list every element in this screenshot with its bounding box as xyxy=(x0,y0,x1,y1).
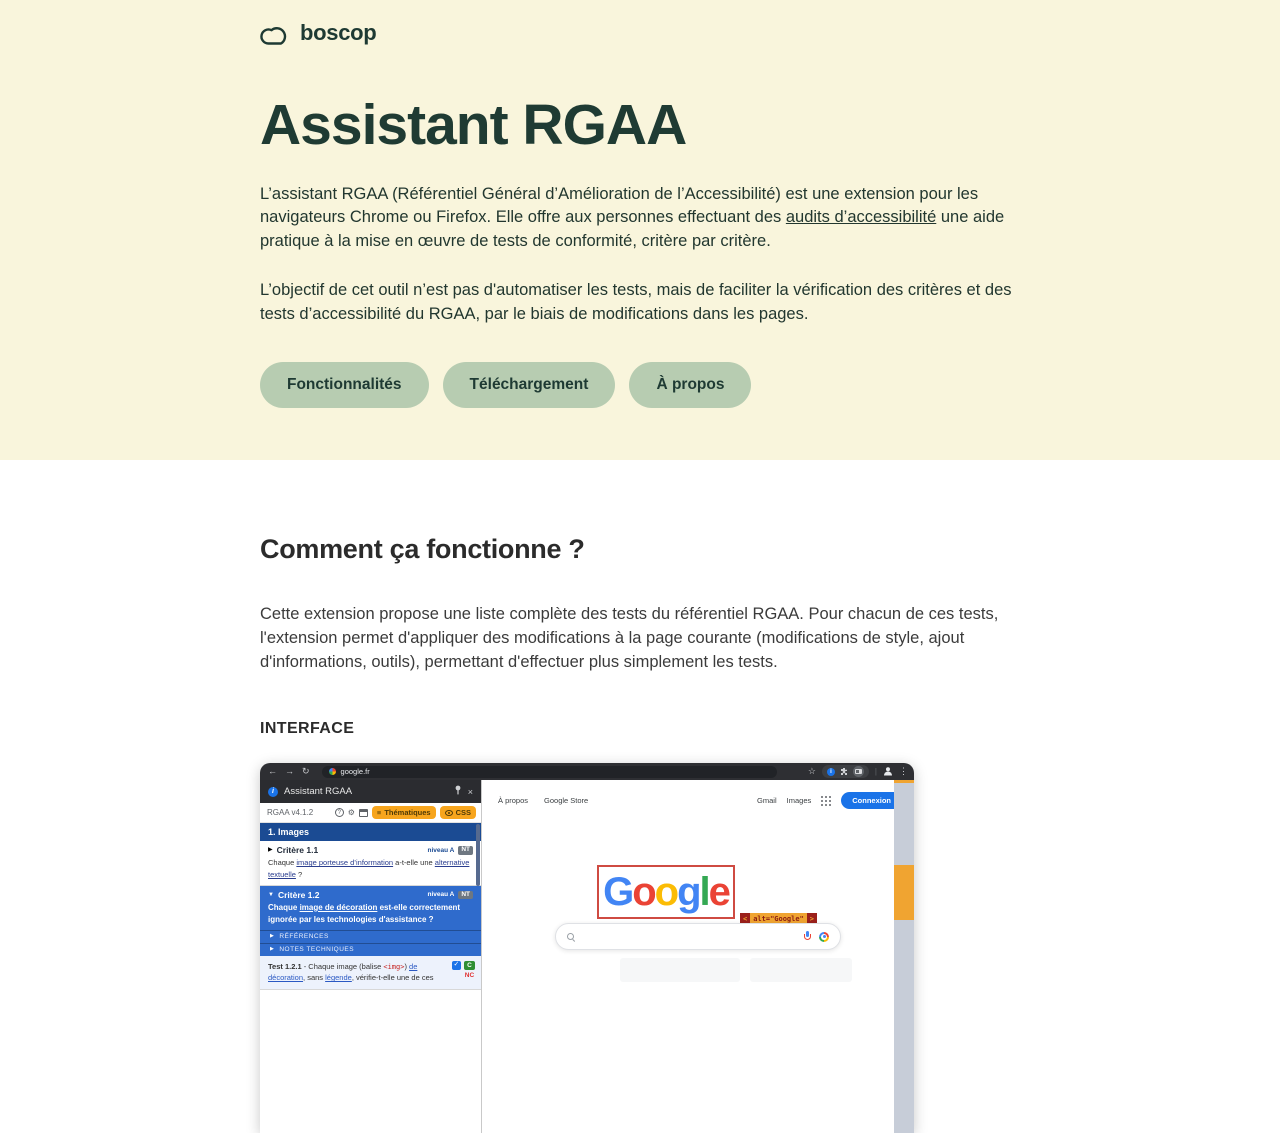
list-icon: ≡ xyxy=(376,808,382,818)
img-tag-code: <img> xyxy=(383,962,405,971)
hero-section xyxy=(0,0,1280,460)
gmail-link: Gmail xyxy=(757,796,777,806)
images-link: Images xyxy=(786,796,812,806)
hero-paragraph-2: L’objectif de cet outil n’est pas d'automatiser les tests, mais de faciliter la vérification des critères et des tests d’accessibilité du RGAA, par le biais de modifications dans les pages. xyxy=(260,280,1012,323)
conforme-badge: C xyxy=(464,961,475,970)
level-label: niveau A xyxy=(427,846,455,854)
google-top-bar xyxy=(482,780,914,809)
references-row: ▶ RÉFÉRENCES xyxy=(260,930,481,943)
side-panel-icon xyxy=(853,766,864,777)
help-icon: ? xyxy=(335,808,344,817)
close-panel-icon: × xyxy=(467,786,473,797)
fonctionnalites-button[interactable]: Fonctionnalités xyxy=(260,362,429,408)
browser-menu-icon: ⋮ xyxy=(899,766,908,777)
puzzle-icon xyxy=(840,763,848,781)
google-page xyxy=(482,780,914,1133)
address-bar xyxy=(322,766,777,778)
a-propos-link: À propos xyxy=(498,796,529,806)
reload-icon: ↻ xyxy=(302,766,310,777)
criterion-question: Chaque image porteuse d’information a-t-elle une alternative textuelle ? xyxy=(268,858,470,879)
thematique-section-bar: 1. Images xyxy=(260,823,481,841)
toolbar-divider: | xyxy=(874,767,877,777)
window-icon xyxy=(359,809,368,817)
criterion-1-2: ▼ Critère 1.2 niveau A NT Chaque image de décoration est-elle correctement ignorée par les technologies d'assistance ? ▶ RÉFÉRENCES ▶ NOTES TECHNIQUES xyxy=(260,886,481,956)
url-text: google.fr xyxy=(340,767,370,777)
css-button: CSS xyxy=(440,806,476,819)
test-checkbox xyxy=(452,961,461,970)
telechargement-button[interactable]: Téléchargement xyxy=(443,362,616,408)
glossary-link: de décoration xyxy=(268,961,418,983)
profile-icon xyxy=(883,763,893,781)
eye-icon xyxy=(445,810,453,816)
criterion-1-1: ▶ Critère 1.1 niveau A NT Chaque image porteuse d’information a-t-elle une alternative textuelle ? xyxy=(260,841,481,886)
level-label: niveau A xyxy=(427,891,455,899)
a-propos-button[interactable]: À propos xyxy=(629,362,751,408)
google-store-link: Google Store xyxy=(544,796,589,806)
panel-scrollbar xyxy=(476,824,480,886)
nt-status-badge: NT xyxy=(458,891,473,900)
panel-header xyxy=(260,803,481,823)
glossary-link: image porteuse d’information xyxy=(296,858,394,868)
test-1-2-1-row xyxy=(260,956,481,990)
thematiques-button: ≡ Thématiques xyxy=(372,806,436,819)
pin-icon xyxy=(454,785,462,798)
settings-gear-icon: ⚙ xyxy=(347,807,355,817)
back-icon: ← xyxy=(268,766,277,777)
extension-side-panel xyxy=(260,780,482,1133)
boscop-logo[interactable] xyxy=(260,20,376,46)
criterion-question: Chaque image de décoration est-elle correctement ignorée par les technologies d'assistance ? xyxy=(268,902,461,924)
site-favicon-icon xyxy=(329,768,336,775)
connexion-button: Connexion xyxy=(841,792,902,809)
rgaa-extension-icon: i xyxy=(827,768,835,776)
hero-paragraph-1 xyxy=(260,183,1018,254)
page-scrollbar-column xyxy=(894,783,914,1133)
cloud-icon xyxy=(260,22,291,45)
google-logo: Google xyxy=(603,870,729,915)
bookmark-star-icon: ☆ xyxy=(807,766,816,777)
hero-p1-text-after: une aide pratique à la mise en œuvre de tests de conformité, critère par critère. xyxy=(260,208,1005,250)
section-paragraph: Cette extension propose une liste complète des tests du référentiel RGAA. Pour chacun de ces tests, l'extension permet d'appliquer des modifications à la page courante (modifications de style, ajout d'informations, outils), permettant d'effectuer plus simplement les tests. xyxy=(260,605,999,671)
interface-subheading: INTERFACE xyxy=(260,720,355,738)
collapsed-arrow-icon: ▶ xyxy=(268,847,273,854)
collapsed-arrow-icon: ▶ xyxy=(270,946,275,953)
image-highlight-marker xyxy=(894,865,914,920)
side-panel-title: Assistant RGAA xyxy=(284,786,353,798)
glossary-link: image de décoration xyxy=(299,902,378,912)
forward-icon: → xyxy=(285,766,294,777)
google-apps-icon xyxy=(821,796,831,806)
lens-icon xyxy=(819,932,829,942)
extensions-area xyxy=(822,765,869,778)
audits-accessibilite-link[interactable]: audits d’accessibilité xyxy=(785,208,937,227)
recherche-google-button xyxy=(620,958,740,982)
collapsed-arrow-icon: ▶ xyxy=(270,933,275,940)
non-conforme-label: NC xyxy=(464,971,475,979)
google-search-bar xyxy=(555,923,841,950)
page-title: Assistant RGAA xyxy=(260,92,687,157)
side-panel-titlebar xyxy=(260,780,481,803)
voice-search-icon xyxy=(803,931,811,942)
alt-attribute-label: < alt="Google" > xyxy=(740,913,817,925)
jai-de-la-chance-button xyxy=(750,958,852,982)
interface-screenshot xyxy=(260,763,914,1133)
brand-name: boscop xyxy=(300,20,377,45)
search-icon xyxy=(567,933,575,941)
nt-status-badge: NT xyxy=(458,846,473,855)
toolbar-right xyxy=(808,763,908,781)
extension-info-icon: i xyxy=(268,787,278,797)
how-section xyxy=(0,460,1280,1133)
hero-p1-text-before: L’assistant RGAA (Référentiel Général d’Amélioration de l’Accessibilité) est une extension pour les navigateurs Chrome ou Firefox. Elle offre aux personnes effectuant des xyxy=(260,184,979,227)
test-description: Test 1.2.1 - Chaque image (balise <img>) de décoration, sans légende, vérifie-t-elle une de ces xyxy=(268,961,434,983)
scroll-marker-strip xyxy=(894,780,914,783)
version-label: RGAA v4.1.2 xyxy=(267,808,314,818)
notes-techniques-row: ▶ NOTES TECHNIQUES xyxy=(260,943,481,956)
test-status-controls xyxy=(452,961,475,984)
google-logo-highlight-box xyxy=(597,865,735,919)
hero-nav xyxy=(260,362,1280,408)
browser-toolbar xyxy=(260,763,914,780)
expanded-arrow-icon: ▼ xyxy=(268,891,274,898)
google-search-buttons xyxy=(620,958,852,982)
glossary-link: alternative textuelle xyxy=(268,858,470,879)
section-title: Comment ça fonctionne ? xyxy=(260,534,585,564)
glossary-link: légende xyxy=(325,973,352,983)
